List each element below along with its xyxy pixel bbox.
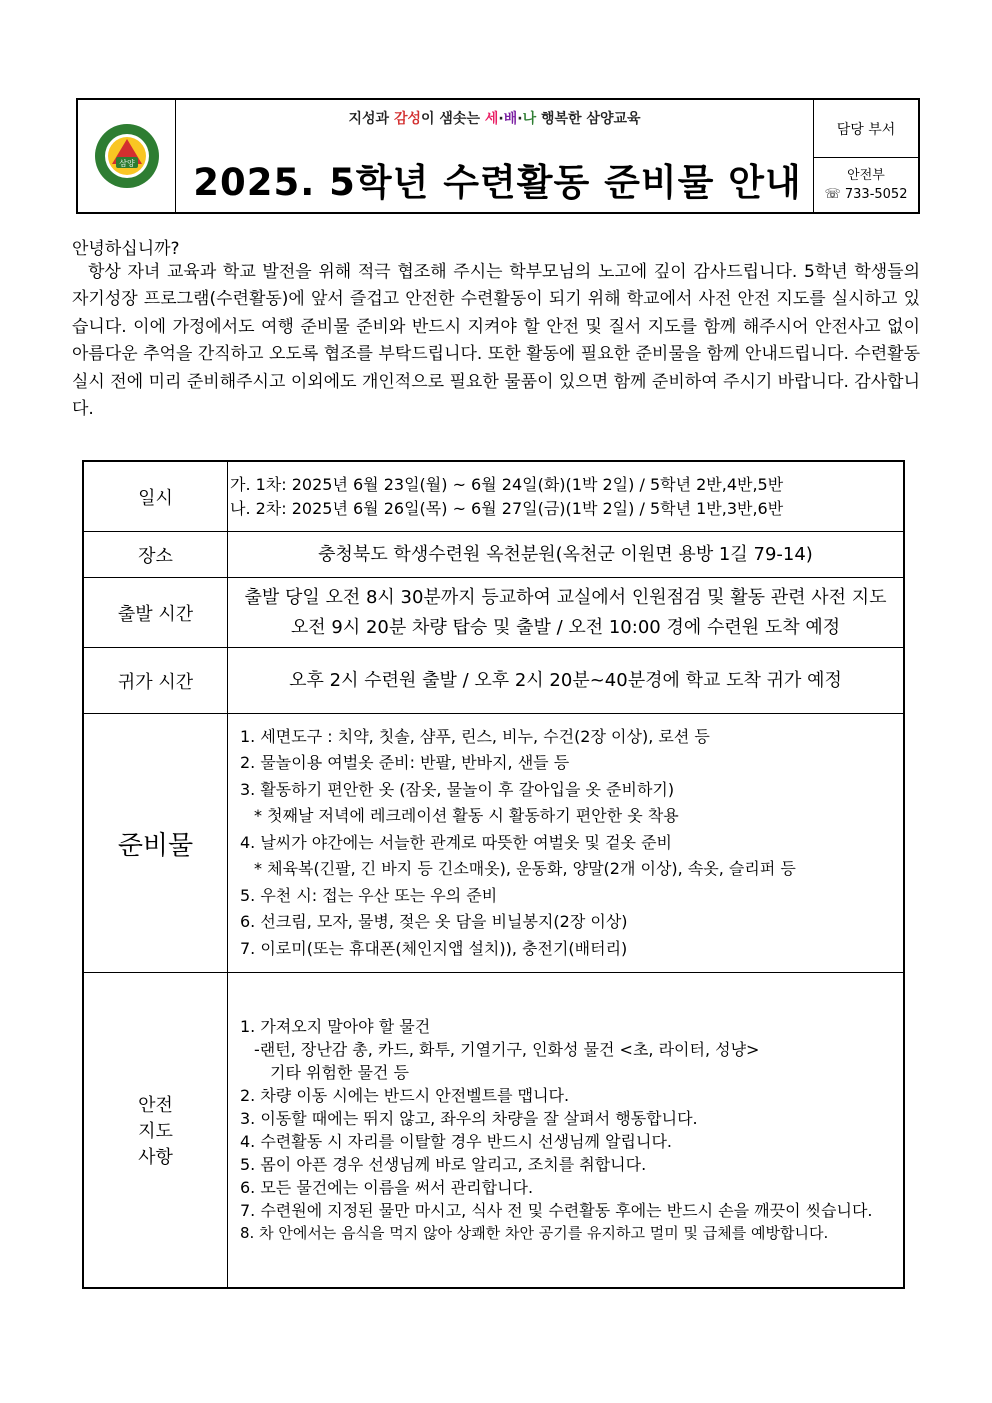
safety-list <box>228 1015 903 1245</box>
departure-line-1: 출발 당일 오전 8시 30분까지 등교하여 교실에서 인원점검 및 활동 관련 사전 지도 <box>244 586 887 608</box>
list-item: 6. 모든 물건에는 이름을 써서 관리합니다. <box>240 1178 534 1197</box>
list-item: 5. 우천 시: 접는 우산 또는 우의 준비 <box>240 885 498 905</box>
return-label: 귀가 시간 <box>83 648 228 714</box>
return-value-cell <box>228 648 905 714</box>
list-item: * 체육복(긴팔, 긴 바지 등 긴소매옷), 운동화, 양말(2개 이상), 속옷, 슬리퍼 등 <box>254 859 796 879</box>
list-item: 2. 차량 이동 시에는 반드시 안전벨트를 맵니다. <box>240 1086 570 1105</box>
list-item: 4. 수련활동 시 자리를 이탈할 경우 반드시 선생님께 알립니다. <box>240 1132 672 1151</box>
school-logo-icon <box>94 123 160 189</box>
slogan-part: · <box>517 111 523 127</box>
list-item: -랜턴, 장난감 총, 카드, 화투, 기열기구, 인화성 물건 <초, 라이터, 성냥> <box>254 1040 760 1059</box>
list-item: 7. 이로미(또는 휴대폰(체인지앱 설치)), 충전기(배터리) <box>240 938 628 958</box>
title-cell <box>176 100 814 212</box>
slogan-part: 이 샘솟는 <box>421 111 485 127</box>
info-table <box>82 460 905 1289</box>
list-item: 3. 이동할 때에는 뛰지 않고, 좌우의 차량을 잘 살펴서 행동합니다. <box>240 1109 698 1128</box>
department-contact <box>814 158 918 212</box>
department-name: 안전부 <box>847 168 885 183</box>
supplies-label: 준비물 <box>83 714 228 973</box>
supplies-list-cell <box>228 714 905 973</box>
safety-label <box>83 973 228 1289</box>
date-value <box>228 461 905 532</box>
document-header <box>76 98 920 214</box>
slogan-part: 행복한 삼양교육 <box>536 111 641 127</box>
logo-text: 삼양 <box>118 159 135 168</box>
intro-paragraph: 항상 자녀 교육과 학교 발전을 위해 적극 협조해 주시는 학부모님의 노고에 깊이 감사드립니다. 5학년 학생들의 자기성장 프로그램(수련활동)에 앞서 즐겁고 안전한 수련활동이 되기 위해 학교에서 사전 안전 지도를 실시하고 있습니다. 이에 가정에서도 여행 준비물 준비와 반드시 지켜야 할 안전 및 질서 지도를 함께 해주시어 안전사고 없이 아름다운 추억을 간직하고 오도록 협조를 부탁드립니다. 또한 활동에 필요한 준비물을 함께 안내드립니다. 수련활동 실시 전에 미리 준비해주시고 이외에도 개인적으로 필요한 물품이 있으면 함께 준비하여 주시기 바랍니다. 감사합니다. <box>72 262 920 420</box>
list-item: 1. 가져오지 말아야 할 물건 <box>240 1017 431 1036</box>
place-label: 장소 <box>83 532 228 578</box>
table-row <box>83 973 904 1289</box>
slogan-part: 나 <box>522 111 537 127</box>
list-item: 7. 수련원에 지정된 물만 마시고, 식사 전 및 수련활동 후에는 반드시 손을 깨끗이 씻습니다. <box>240 1201 873 1220</box>
date-line-1: 가. 1차: 2025년 6월 23일(월) ~ 6월 24일(화)(1박 2일) / 5학년 2반,4반,5반 <box>230 474 784 494</box>
slogan-part: 세 <box>484 111 499 127</box>
table-row <box>83 714 904 973</box>
table-row <box>83 461 904 532</box>
table-row <box>83 578 904 648</box>
table-row <box>83 532 904 578</box>
page-title: 2025. 5학년 수련활동 준비물 안내 <box>193 161 802 204</box>
place-value: 충청북도 학생수련원 옥천분원(옥천군 이원면 용방 1길 79-14) <box>318 543 813 565</box>
slogan <box>176 108 813 128</box>
supplies-list <box>228 724 903 963</box>
slogan-part: 지성 <box>348 111 376 127</box>
safety-label-line: 안전 <box>138 1095 173 1116</box>
list-item: * 첫째날 저녁에 레크레이션 활동 시 활동하기 편안한 옷 착용 <box>254 806 679 826</box>
departure-line-2: 오전 9시 20분 차량 탑승 및 출발 / 오전 10:00 경에 수련원 도착 예정 <box>290 616 841 638</box>
departure-label: 출발 시간 <box>83 578 228 648</box>
slogan-part: 배 <box>503 111 518 127</box>
greeting: 안녕하십니까? <box>72 239 180 259</box>
list-item: 5. 몸이 아픈 경우 선생님께 바로 알리고, 조치를 취합니다. <box>240 1155 647 1174</box>
place-value-cell <box>228 532 905 578</box>
departure-value <box>228 578 905 648</box>
list-item: 4. 날씨가 야간에는 서늘한 관계로 따뜻한 여벌옷 및 겉옷 준비 <box>240 832 672 852</box>
table-row <box>83 648 904 714</box>
slogan-part: 감성 <box>393 111 421 127</box>
list-item: 기타 위험한 물건 등 <box>270 1063 409 1082</box>
slogan-part: · <box>498 111 504 127</box>
list-item: 8. 차 안에서는 음식을 먹지 않아 상쾌한 차안 공기를 유지하고 멀미 및 급체를 예방합니다. <box>240 1224 829 1242</box>
list-item: 2. 물놀이용 여벌옷 준비: 반팔, 반바지, 샌들 등 <box>240 753 570 773</box>
list-item: 3. 활동하기 편안한 옷 (잠옷, 물놀이 후 갈아입을 옷 준비하기) <box>240 779 675 799</box>
safety-label-line: 사항 <box>138 1147 173 1168</box>
logo-cell <box>78 100 176 212</box>
date-line-2: 나. 2차: 2025년 6월 26일(목) ~ 6월 27일(금)(1박 2일) / 5학년 1반,3반,6반 <box>230 498 784 518</box>
list-item: 6. 선크림, 모자, 물병, 젖은 옷 담을 비닐봉지(2장 이상) <box>240 912 628 932</box>
phone-number: ☏ 733-5052 <box>824 187 908 202</box>
department-cell <box>814 100 918 212</box>
safety-list-cell <box>228 973 905 1289</box>
department-label: 담당 부서 <box>814 100 918 158</box>
date-label: 일시 <box>83 461 228 532</box>
list-item: 1. 세면도구 : 치약, 칫솔, 샴푸, 린스, 비누, 수건(2장 이상), 로션 등 <box>240 726 710 746</box>
slogan-part: 과 <box>375 111 394 127</box>
safety-label-line: 지도 <box>138 1121 173 1142</box>
return-value: 오후 2시 수련원 출발 / 오후 2시 20분~40분경에 학교 도착 귀가 예정 <box>289 669 842 691</box>
